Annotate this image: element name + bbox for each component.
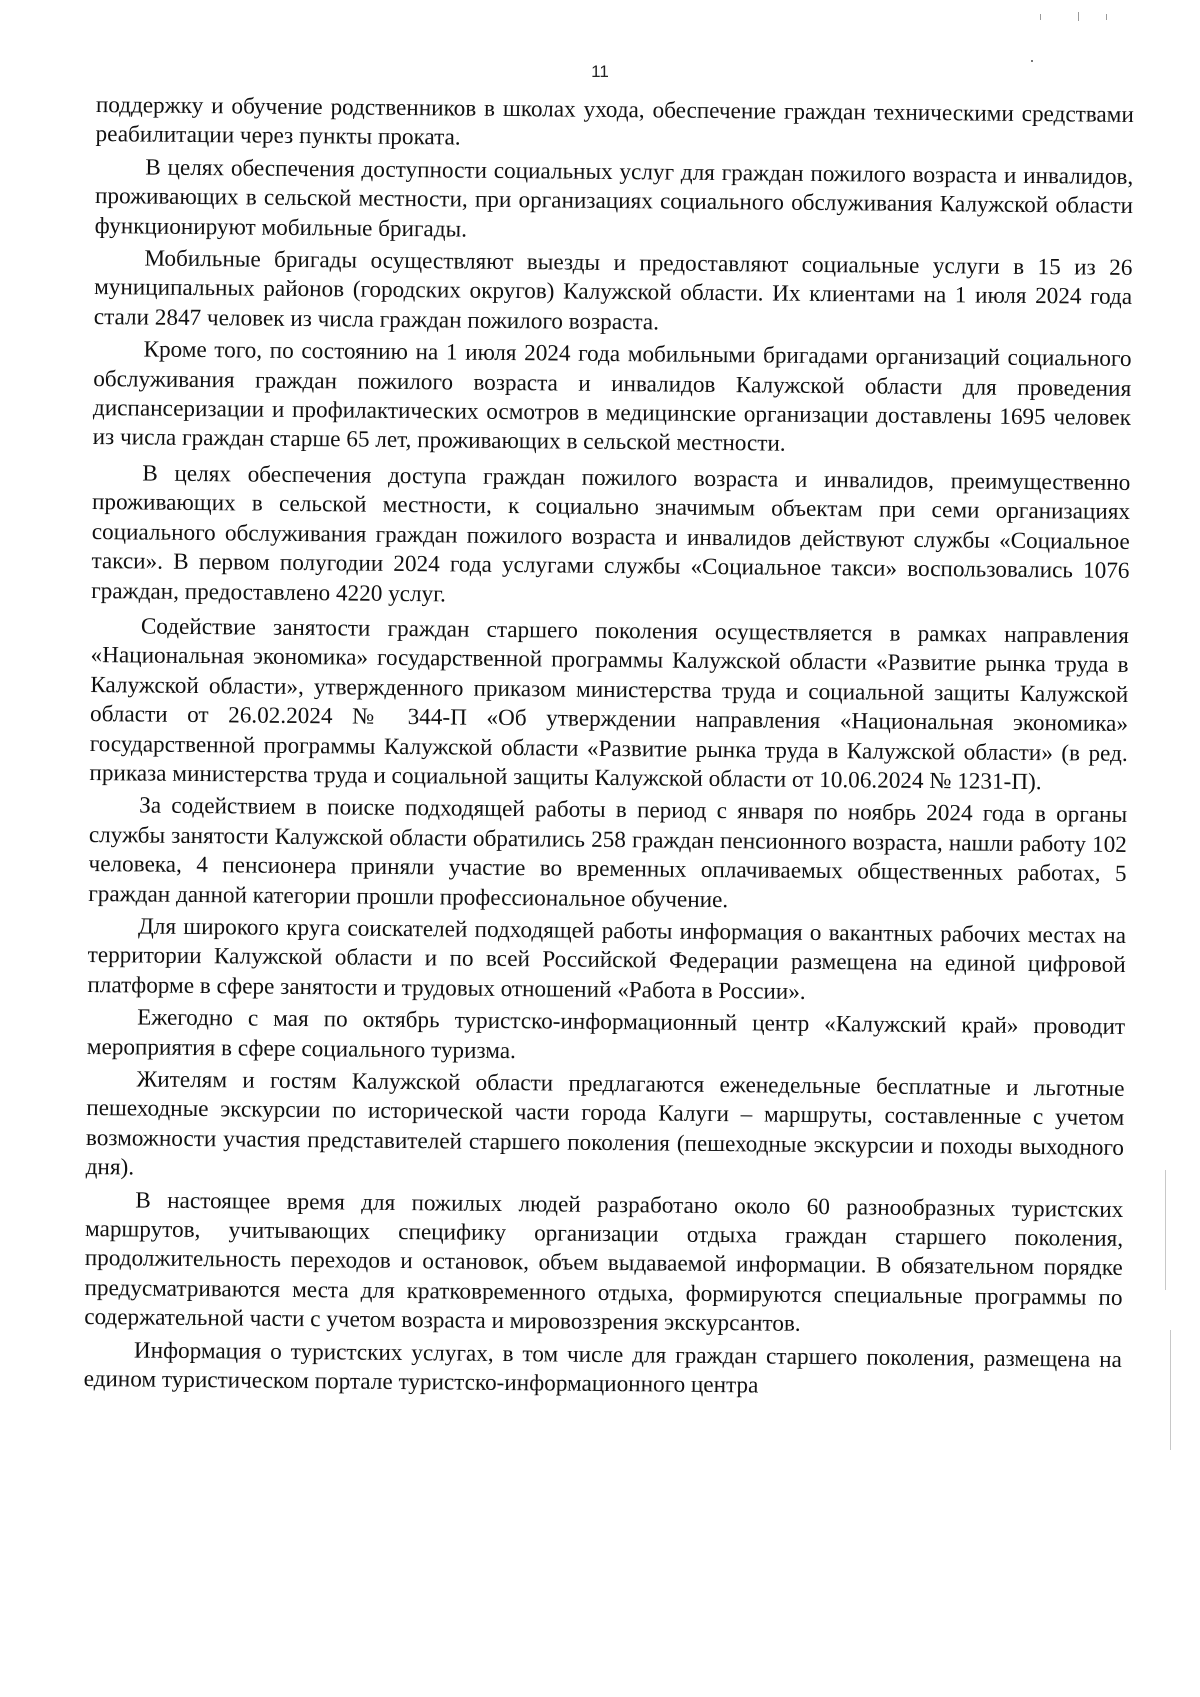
paragraph: Ежегодно с мая по октябрь туристско-информационный центр «Калужский край» проводит мероприятия в сфере социального туризма. xyxy=(86,1004,1126,1064)
paragraph: Жителям и гостям Калужской области предлагаются еженедельные бесплатные и льготные пешеходные экскурсии по исторической части города Калуги – маршруты, составленные с учетом возможности участия представителей старшего поколения (пешеходные экскурсии и походы выходного дня). xyxy=(85,1066,1125,1181)
scan-artifact xyxy=(1078,12,1079,21)
paragraph: В целях обеспечения доступа граждан пожилого возраста и инвалидов, преимущественно проживающих в сельской местности, к социально значимым объектам при семи организациях социального обслуживания граждан пожилого возраста и инвалидов действуют службы «Социальное такси». В первом полугодии 2024 года услугами службы «Социальное такси» воспользовались 1076 граждан, предоставлено 4220 услуг. xyxy=(91,460,1131,607)
paragraph: В целях обеспечения доступности социальных услуг для граждан пожилого возраста и инвалидов, проживающих в сельской местности, при организациях социального обслуживания Калужской области функционируют мобильные бригады. xyxy=(94,154,1134,243)
scan-artifact xyxy=(1106,14,1107,20)
paragraph: Для широкого круга соискателей подходящей работы информация о вакантных рабочих местах на территории Калужской области и по всей Российской Федерации размещена на единой цифровой платформе в сфере занятости и трудовых отношений «Работа в России». xyxy=(87,913,1127,1005)
paragraph: В настоящее время для пожилых людей разработано около 60 разнообразных туристских маршрутов, учитывающих специфику организации отдыха граждан старшего поколения, продолжительность переходов и остановок, объем выдаваемой информации. В обязательном порядке предусматриваются места для кратковременного отдыха, формируются специальные программы по содержательной части с учетом возраста и мировоззрения экскурсантов. xyxy=(84,1187,1124,1338)
paragraph: Кроме того, по состоянию на 1 июля 2024 года мобильными бригадами организаций социального обслуживания граждан пожилого возраста и инвалидов Калужской области для проведения диспансеризации и профилактических осмотров в медицинские организации доставлены 1695 человек из числа граждан старше 65 лет, проживающих в сельской местности. xyxy=(92,336,1132,458)
paragraph: Мобильные бригады осуществляют выезды и предоставляют социальные услуги в 15 из 26 муниципальных районов (городских округов) Калужской области. Их клиентами на 1 июля 2024 года стали 2847 человек из числа граждан пожилого возраста. xyxy=(93,245,1133,336)
paragraph: Информация о туристских услугах, в том числе для граждан старшего поколения, размещена на едином туристическом портале туристско-информационного центра xyxy=(83,1337,1123,1399)
page-number: 11 xyxy=(591,62,609,81)
paragraph: поддержку и обучение родственников в школах ухода, обеспечение граждан техническими средствами реабилитации через пункты проката. xyxy=(95,92,1134,151)
scan-edge-shadow xyxy=(1170,1330,1171,1450)
scan-artifact xyxy=(1040,14,1041,20)
scan-edge-shadow xyxy=(1165,1170,1166,1290)
document-body xyxy=(83,91,1133,1407)
paragraph: За содействием в поиске подходящей работы в период с января по ноябрь 2024 года в органы службы занятости Калужской области обратились 258 граждан пенсионного возраста, нашли работу 102 человека, 4 пенсионера приняли участие во временных оплачиваемых общественных работах, 5 граждан данной категории прошли профессиональное обучение. xyxy=(88,792,1128,913)
paragraph: Содействие занятости граждан старшего поколения осуществляется в рамках направления «Национальная экономика» государственной программы Калужской области «Развитие рынка труда в Калужской области», утвержденного приказом министерства труда и социальной защиты Калужской области от 26.02.2024 № 344-П «Об утверждении направления «Национальная экономика» государственной программы Калужской области «Развитие рынка труда в Калужской области» (в ред. приказа министерства труда и социальной защиты Калужской области от 10.06.2024 № 1231-П). xyxy=(89,613,1129,796)
